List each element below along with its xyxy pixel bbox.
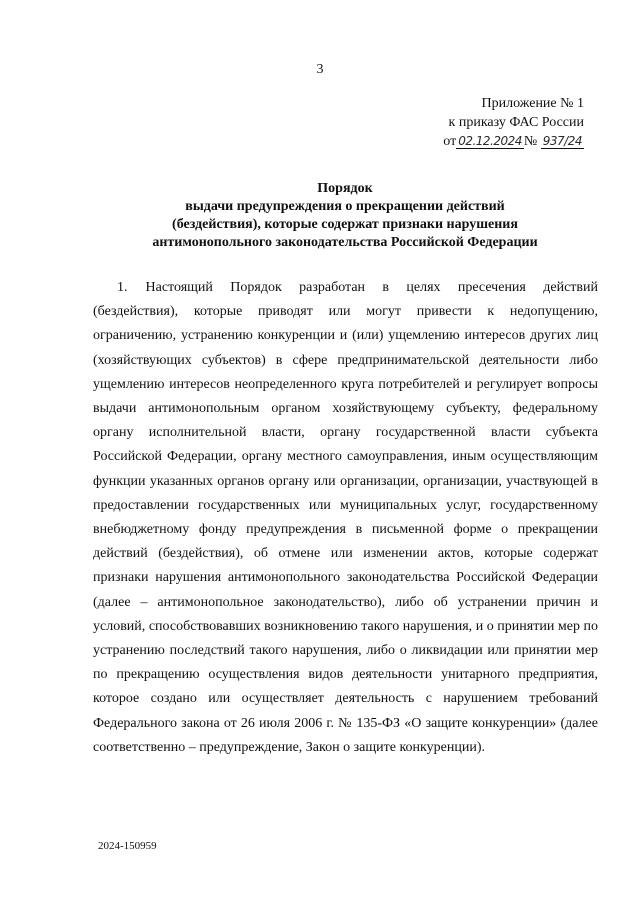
appendix-block: [443, 94, 584, 151]
appendix-title: Приложение № 1: [481, 96, 584, 111]
title-line-2: выдачи предупреждения о прекращении действий: [185, 199, 505, 214]
paragraph-number: 1.: [117, 280, 128, 295]
from-prefix: от: [443, 134, 457, 149]
handwritten-number: 937/24: [542, 134, 582, 148]
paragraph-text: Настоящий Порядок разработан в целях пресечения действий (бездействия), которые приводят или могут привести к недопущению, ограничению, устранению конкуренции и (или) ущемлению интересов других лиц (хозяйствующих субъектов) в сфере предпринимательской деятельности либо ущемлению интересов неопределенного круга потребителей и регулирует вопросы выдачи антимонопольным органом хозяйствующему субъекту, федеральному органу исполнительной власти, органу государственной власти субъекта Российской Федерации, органу местного самоуправления, иным осуществляющим функции указанных органов органу или организации, организации, участвующей в предоставлении государственных или муниципальных услуг, государственному внебюджетному фонду предупреждения в письменной форме о прекращении действий (бездействия), об отмене или изменении актов, которые содержат признаки нарушения антимонопольного законодательства Российской Федерации (далее – антимонопольное законодательство), либо об устранении причин и условий, способствовавших возникновению такого нарушения, и о принятии мер по устранению последствий такого нарушения, либо о ликвидации или принятии мер по прекращению осуществления видов деятельности унитарного предприятия, которое создано или осуществляет деятельность с нарушением требований Федерального закона от 26 июля 2006 г. № 135-ФЗ «О защите конкуренции» (далее соответственно – предупреждение, Закон о защите конкуренции).: [93, 280, 598, 755]
title-line-3: (бездействия), которые содержат признаки нарушения: [172, 217, 518, 232]
page-number: 3: [316, 62, 324, 77]
document-title: [80, 180, 610, 252]
number-prefix: №: [523, 134, 538, 149]
paragraph-1: [93, 276, 598, 760]
handwritten-date: 02.12.2024: [458, 134, 522, 148]
appendix-order-ref: к приказу ФАС России: [448, 115, 584, 130]
title-line-1: Порядок: [317, 181, 373, 196]
title-line-4: антимонопольного законодательства Российской Федерации: [152, 235, 538, 250]
appendix-date-number-line: [443, 132, 584, 151]
document-code: 2024-150959: [98, 840, 157, 852]
